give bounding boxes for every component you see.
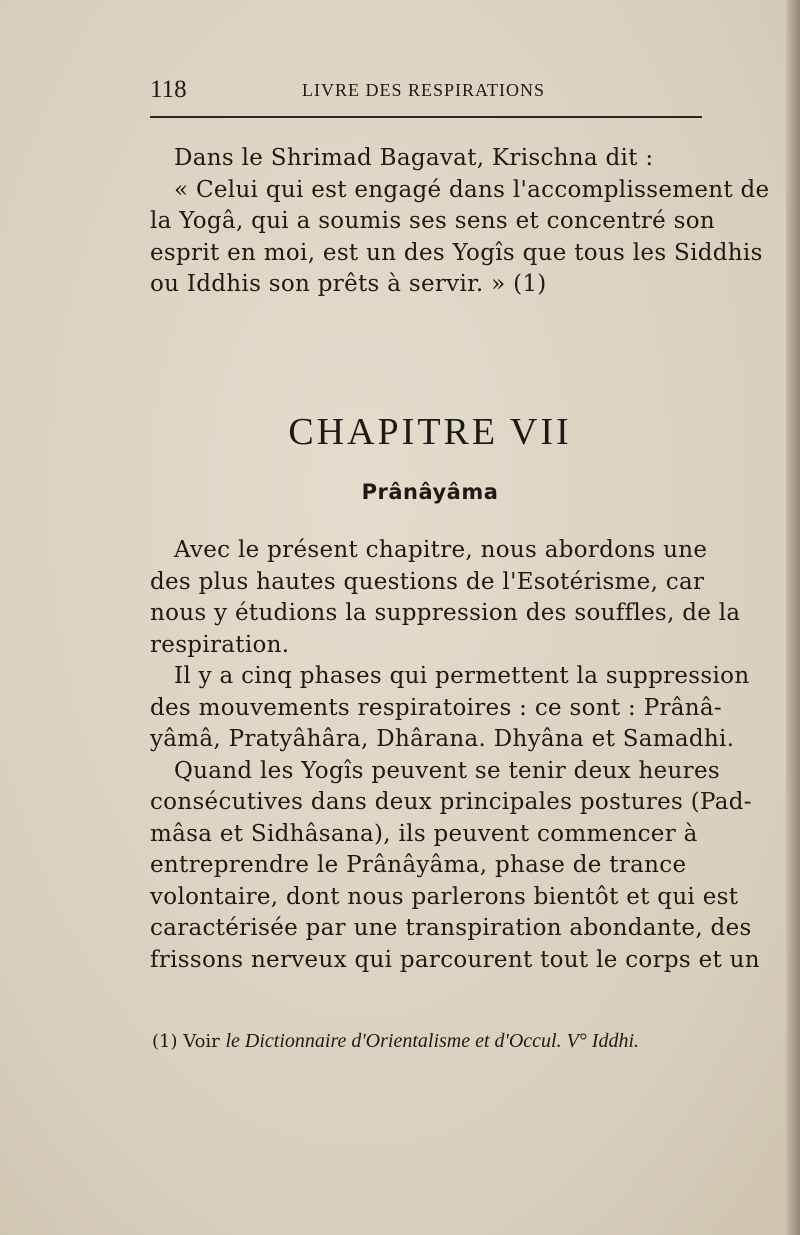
text-line: des mouvements respiratoires : ce sont : Prânâ- (150, 694, 722, 721)
text-line: « Celui qui est engagé dans l'accomplissement de (174, 176, 770, 203)
text-line: nous y étudions la suppression des souffles, de la (150, 600, 741, 626)
text-line: consécutives dans deux principales postures (Pad- (150, 789, 752, 815)
page-edge-shadow (786, 0, 800, 1235)
text-line: Avec le présent chapitre, nous abordons une (174, 537, 708, 563)
text-line: respiration. (150, 631, 290, 658)
page-header (150, 76, 698, 106)
text-line: yâmâ, Pratyâhâra, Dhârana. Dhyâna et Samadhi. (150, 726, 735, 752)
text-line: Quand les Yogîs peuvent se tenir deux heures (174, 757, 720, 784)
running-title: LIVRE DES RESPIRATIONS (302, 80, 546, 100)
text-line: Dans le Shrimad Bagavat, Krischna dit : (174, 145, 654, 171)
text-line: esprit en moi, est un des Yogîs que tous les Siddhis (150, 239, 763, 266)
section-title: Prânâyâma (361, 480, 499, 504)
footnote-reference: le Dictionnaire d'Orientalisme et d'Occul. V° Iddhi. (225, 1030, 640, 1052)
footnote (152, 1030, 712, 1053)
text-line: caractérisée par une transpiration abondante, des (150, 915, 752, 941)
body-text (150, 535, 760, 976)
text-line: entreprendre le Prânâyâma, phase de trance (150, 852, 687, 878)
text-line: la Yogâ, qui a soumis ses sens et concentré son (150, 208, 716, 234)
text-line: ou Iddhis son prêts à servir. » (1) (150, 271, 547, 297)
chapter-title: CHAPITRE VII (288, 411, 572, 453)
text-line: Il y a cinq phases qui permettent la suppression (174, 663, 750, 689)
text-line: mâsa et Sidhâsana), ils peuvent commencer à (150, 820, 698, 847)
text-line: volontaire, dont nous parlerons bientôt et qui est (150, 883, 739, 910)
text-line: frissons nerveux qui parcourent tout le corps et un (150, 946, 760, 973)
header-rule (150, 116, 702, 118)
page-number: 118 (150, 76, 187, 103)
intro-paragraph (150, 143, 770, 301)
footnote-prefix: (1) Voir (152, 1031, 220, 1052)
text-line: des plus hautes questions de l'Esotérisme, car (150, 568, 705, 595)
